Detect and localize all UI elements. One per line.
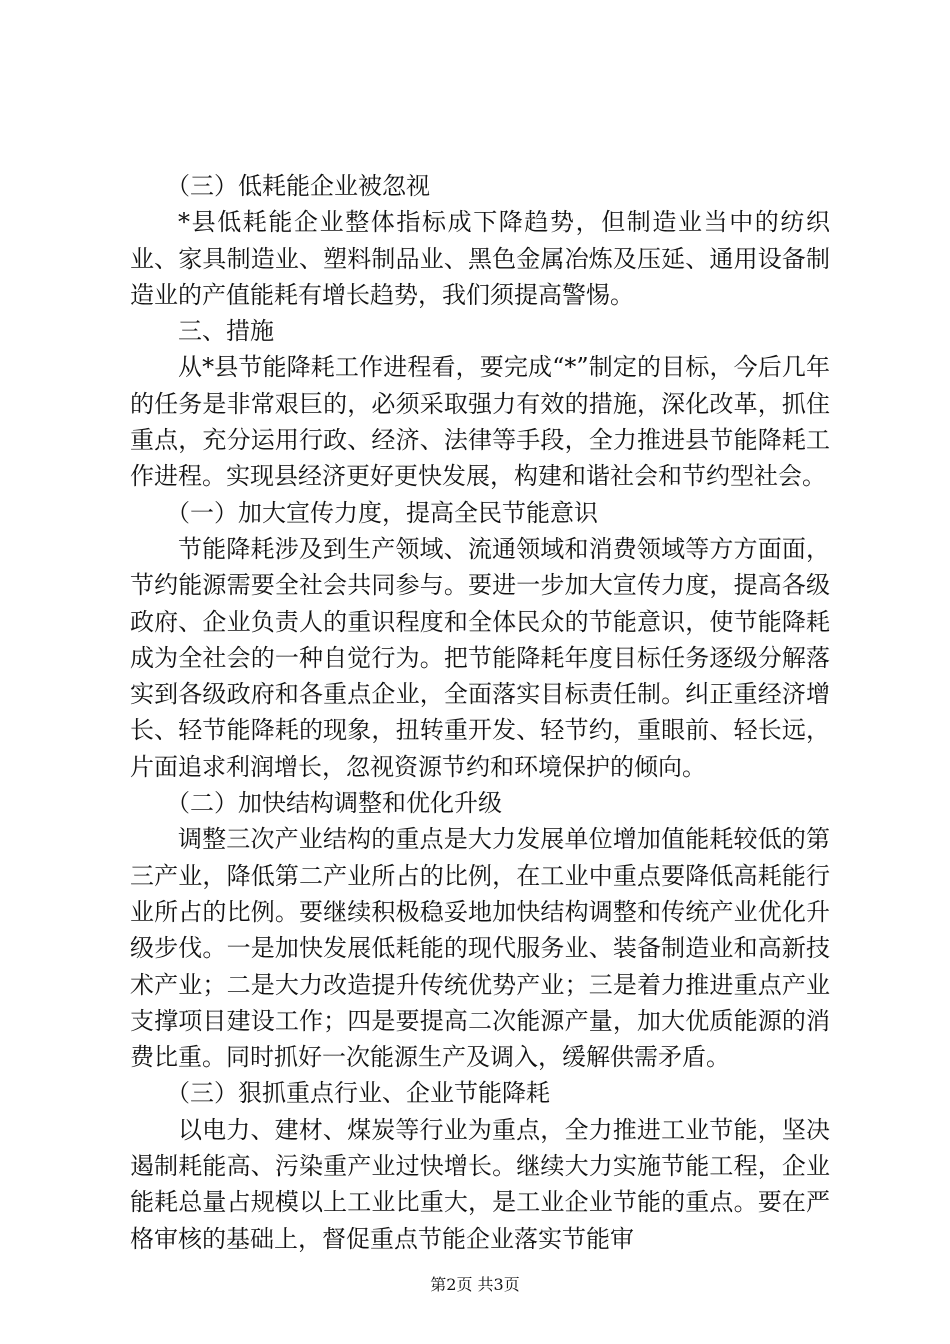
section-heading-publicity: （一）加大宣传力度，提高全民节能意识 — [166, 498, 598, 527]
paragraph-structure: 调整三次产业结构的重点是大力发展单位增加值能耗较低的第三产业，降低第二产业所占的比例，在工业中重点要降低高耗能行业所占的比例。要继续积极稳妥地加快结构调整和传统产业优化升级步伐。一是加快发展低耗能的现代服务业、装备制造业和高新技术产业；二是大力改造提升传统优势产业；三是着力推进重点产业支撑项目建设工作；四是要提高二次能源产量，加大优质能源的消费比重。同时抓好一次能源生产及调入，缓解供需矛盾。 — [130, 825, 830, 1072]
paragraph-low-energy: *县低耗能企业整体指标成下降趋势，但制造业当中的纺织业、家具制造业、塑料制品业、黑色金属冶炼及压延、通用设备制造业的产值能耗有增长趋势，我们须提高警惕。 — [130, 208, 830, 309]
section-heading-structure: （二）加快结构调整和优化升级 — [166, 789, 502, 818]
document-body — [130, 168, 830, 1257]
section-heading-measures: 三、措施 — [178, 317, 274, 346]
paragraph-publicity: 节能降耗涉及到生产领域、流通领域和消费领域等方方面面，节约能源需要全社会共同参与。要进一步加大宣传力度，提高各级政府、企业负责人的重识程度和全体民众的节能意识，使节能降耗成为全社会的一种自觉行为。把节能降耗年度目标任务逐级分解落实到各级政府和各重点企业，全面落实目标责任制。纠正重经济增长、轻节能降耗的现象，扭转重开发、轻节约，重眼前、轻长远，片面追求利润增长，忽视资源节约和环境保护的倾向。 — [130, 534, 830, 781]
page-footer: 第2页 共3页 — [430, 1275, 520, 1294]
paragraph-key-industries: 以电力、建材、煤炭等行业为重点，全力推进工业节能，坚决遏制耗能高、污染重产业过快增长。继续大力实施节能工程，企业能耗总量占规模以上工业比重大，是工业企业节能的重点。要在严格审核的基础上，督促重点节能企业落实节能审 — [130, 1115, 830, 1253]
paragraph-measures-intro: 从*县节能降耗工作进程看，要完成“*”制定的目标，今后几年的任务是非常艰巨的，必须采取强力有效的措施，深化改革，抓住重点，充分运用行政、经济、法律等手段，全力推进县节能降耗工作进程。实现县经济更好更快发展，构建和谐社会和节约型社会。 — [130, 353, 830, 491]
section-heading-low-energy: （三）低耗能企业被忽视 — [166, 172, 430, 200]
section-heading-key-industries: （三）狠抓重点行业、企业节能降耗 — [166, 1079, 550, 1108]
